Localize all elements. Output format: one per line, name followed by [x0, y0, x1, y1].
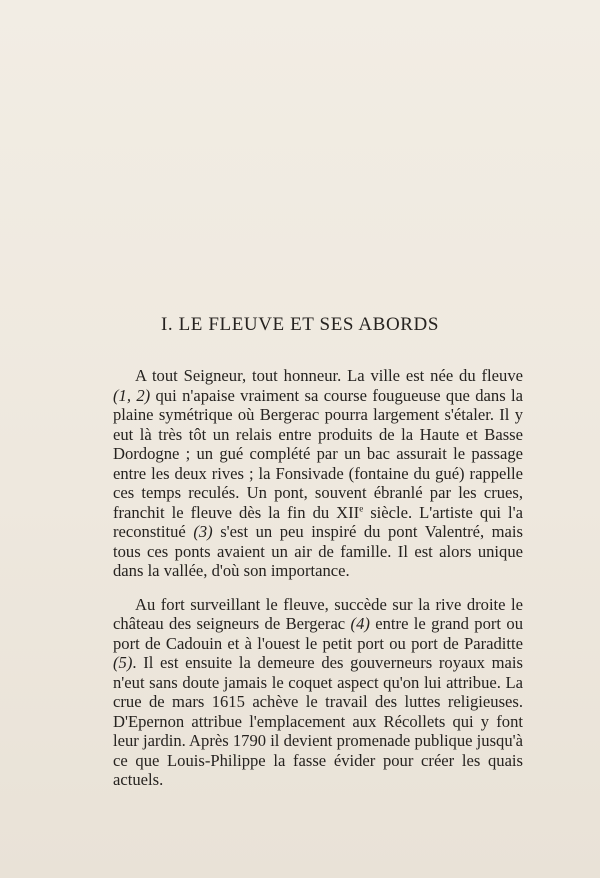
paragraph-1-text-1: A tout Seigneur, tout honneur. La ville est née du fleuve [135, 366, 523, 385]
paragraph-2-text-1: Au fort surveillant le fleuve, succède sur la rive droite le château des seigneurs de Bergerac [113, 594, 523, 633]
paragraph-1 [113, 366, 523, 581]
figure-ref-4: (4) [350, 614, 370, 633]
paragraph-2-text-3: . Il est ensuite la demeure des gouverneurs royaux mais n'eut sans doute jamais le coquet aspect qu'on lui attribue. La crue de mars 1615 achève le travail des luttes religieuses. D'Epernon attribue l'emplacement aux Récollets qui y font leur jardin. Après 1790 il devient promenade publique jusqu'à ce que Louis-Philippe la fasse évider pour créer les quais actuels. [113, 653, 523, 789]
paragraph-2-text-2: entre le grand port ou port de Cadouin et à l'ouest le petit port ou port de Paraditte [113, 614, 523, 653]
paragraph-1-text-4: s'est un peu inspiré du pont Valentré, mais tous ces ponts avaient un air de famille. Il est alors unique dans la vallée, d'où son importance. [113, 522, 523, 580]
chapter-heading: I. LE FLEUVE ET SES ABORDS [160, 314, 440, 335]
paragraph-1-text-2: qui n'apaise vraiment sa course fougueuse que dans la plaine symétrique où Bergerac pourra largement s'étaler. Il y eut là très tôt un relais entre produits de la Haute et Basse Dordogne ; un gué complété par un bac assurait le passage entre les deux rives ; la Fonsivade (fontaine du gué) rappelle ces temps reculés. Un pont, souvent ébranlé par les crues, franchit le fleuve dès la fin du [113, 385, 523, 522]
figure-ref-1-2: (1, 2) [113, 385, 151, 405]
century-numeral: XII [336, 502, 360, 522]
paragraph-2 [113, 595, 523, 790]
figure-ref-3: (3) [193, 522, 213, 541]
paragraph-1-text-3: siècle. L'artiste qui l'a reconstitué [113, 502, 523, 541]
century-superscript: e [359, 502, 364, 513]
figure-ref-5: (5) [113, 653, 133, 672]
body-text [113, 366, 523, 790]
